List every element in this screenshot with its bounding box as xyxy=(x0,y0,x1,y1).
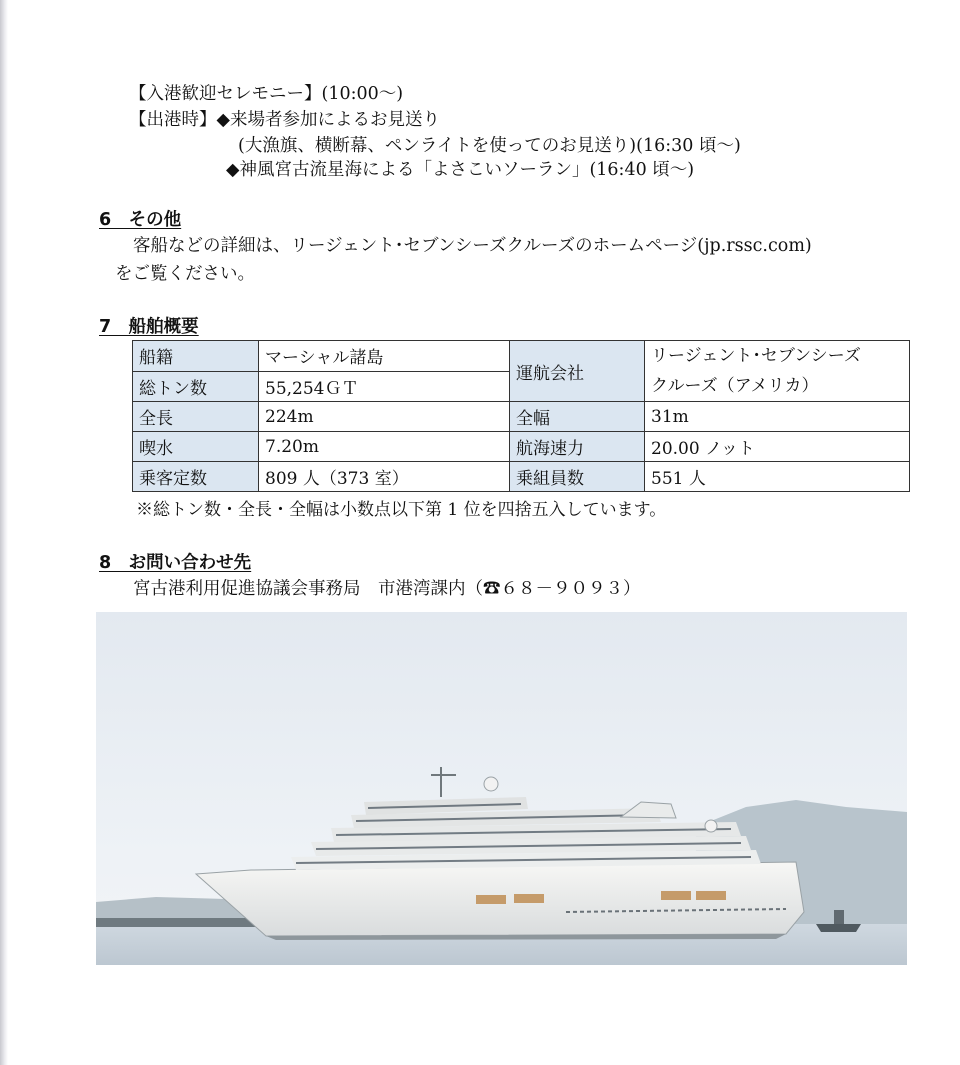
label-crew: 乗組員数 xyxy=(510,462,645,492)
label-beam: 全幅 xyxy=(510,402,645,432)
cruise-ship-photo xyxy=(96,612,907,965)
value-passenger-capacity: 809 人（373 室） xyxy=(259,462,510,492)
value-gross-tonnage: 55,254ＧＴ xyxy=(259,371,510,402)
contact-text: 宮古港利用促進協議会事務局 市港湾課内（☎６８－９０９３） xyxy=(133,579,641,599)
cruise-ship-illustration xyxy=(96,612,907,965)
value-operator-line1: リージェント･セブンシーズ xyxy=(651,346,861,366)
section-6-text-2: をご覧ください。 xyxy=(115,264,255,284)
section-7-heading: 7 船舶概要 xyxy=(99,317,199,337)
value-beam: 31m xyxy=(645,402,910,432)
table-note: ※総トン数・全長・全幅は小数点以下第 1 位を四捨五入しています。 xyxy=(136,500,667,520)
value-operator xyxy=(645,341,910,402)
label-flag: 船籍 xyxy=(133,341,259,372)
table-row xyxy=(133,432,910,462)
page-edge xyxy=(0,0,8,1065)
value-crew: 551 人 xyxy=(645,462,910,492)
ship-spec-table xyxy=(132,340,910,492)
label-length: 全長 xyxy=(133,402,259,432)
section-6-text-1: 客船などの詳細は、リージェント･セブンシーズクルーズのホームページ(jp.rssc.com) xyxy=(133,236,812,256)
schedule-yosakoi: ◆神風宮古流星海による「よさこいソーラン」(16:40 頃～) xyxy=(226,160,695,180)
value-flag: マーシャル諸島 xyxy=(259,341,510,372)
schedule-departure-detail: (大漁旗、横断幕、ペンライトを使ってのお見送り)(16:30 頃～) xyxy=(238,136,741,156)
schedule-welcome-ceremony: 【入港歓迎セレモニー】(10:00～) xyxy=(129,84,404,104)
value-draft: 7.20m xyxy=(259,432,510,462)
label-draft: 喫水 xyxy=(133,432,259,462)
value-speed: 20.00 ノット xyxy=(645,432,910,462)
value-length: 224m xyxy=(259,402,510,432)
section-8-heading: 8 お問い合わせ先 xyxy=(99,553,252,573)
table-row xyxy=(133,402,910,432)
label-speed: 航海速力 xyxy=(510,432,645,462)
table-row xyxy=(133,462,910,492)
table-row xyxy=(133,341,910,372)
label-passenger-capacity: 乗客定数 xyxy=(133,462,259,492)
label-operator: 運航会社 xyxy=(510,341,645,402)
schedule-departure: 【出港時】◆来場者参加によるお見送り xyxy=(129,110,440,130)
value-operator-line2: クルーズ（アメリカ） xyxy=(651,376,819,396)
label-gross-tonnage: 総トン数 xyxy=(133,371,259,402)
section-6-heading: 6 その他 xyxy=(99,210,182,230)
